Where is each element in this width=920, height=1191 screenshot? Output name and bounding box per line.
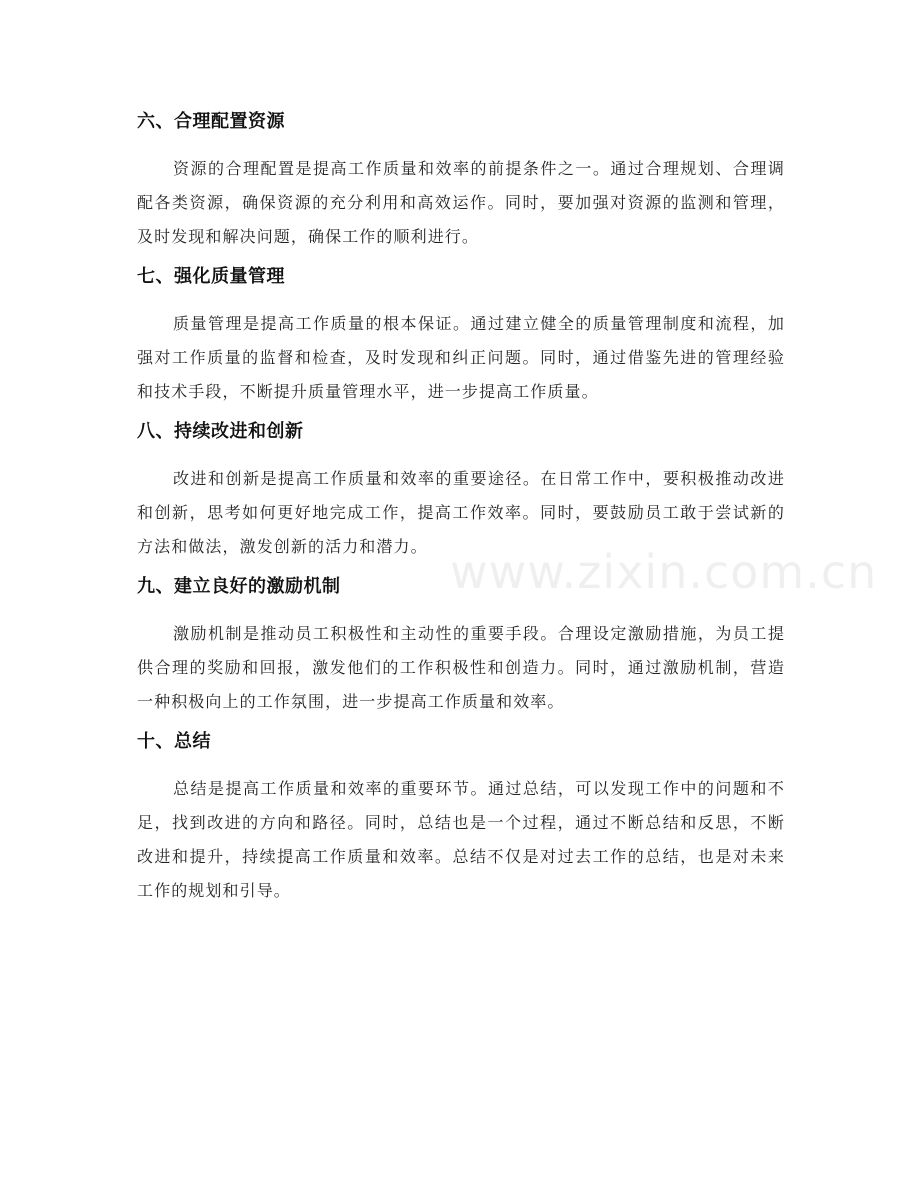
section-paragraph: 激励机制是推动员工积极性和主动性的重要手段。合理设定激励措施，为员工提供合理的奖励和回报，激发他们的工作积极性和创造力。同时，通过激励机制，营造一种积极向上的工作氛围，进一步提高工作质量和效率。 xyxy=(137,624,785,711)
section-title: 十、总结 xyxy=(137,731,211,752)
section-summary xyxy=(137,729,785,908)
section-title: 六、合理配置资源 xyxy=(137,111,285,132)
section-incentive-mechanism xyxy=(137,574,785,719)
section-paragraph: 质量管理是提高工作质量的根本保证。通过建立健全的质量管理制度和流程，加强对工作质量的监督和检查，及时发现和纠正问题。同时，通过借鉴先进的管理经验和技术手段，不断提升质量管理水平，进一步提高工作质量。 xyxy=(137,314,785,401)
section-title: 八、持续改进和创新 xyxy=(137,421,304,442)
document-page xyxy=(137,100,785,918)
section-improvement-innovation xyxy=(137,419,785,564)
section-paragraph: 改进和创新是提高工作质量和效率的重要途径。在日常工作中，要积极推动改进和创新，思考如何更好地完成工作，提高工作效率。同时，要鼓励员工敢于尝试新的方法和做法，激发创新的活力和潜力。 xyxy=(137,469,785,556)
section-allocate-resources xyxy=(137,109,785,254)
watermark: www.zixin.com.cn xyxy=(450,545,878,599)
section-title: 七、强化质量管理 xyxy=(137,266,285,287)
section-paragraph: 资源的合理配置是提高工作质量和效率的前提条件之一。通过合理规划、合理调配各类资源，确保资源的充分利用和高效运作。同时，要加强对资源的监测和管理，及时发现和解决问题，确保工作的顺利进行。 xyxy=(137,159,785,246)
section-quality-management xyxy=(137,264,785,409)
section-title: 九、建立良好的激励机制 xyxy=(137,576,341,597)
section-paragraph: 总结是提高工作质量和效率的重要环节。通过总结，可以发现工作中的问题和不足，找到改进的方向和路径。同时，总结也是一个过程，通过不断总结和反思，不断改进和提升，持续提高工作质量和效率。总结不仅是对过去工作的总结，也是对未来工作的规划和引导。 xyxy=(137,779,785,900)
